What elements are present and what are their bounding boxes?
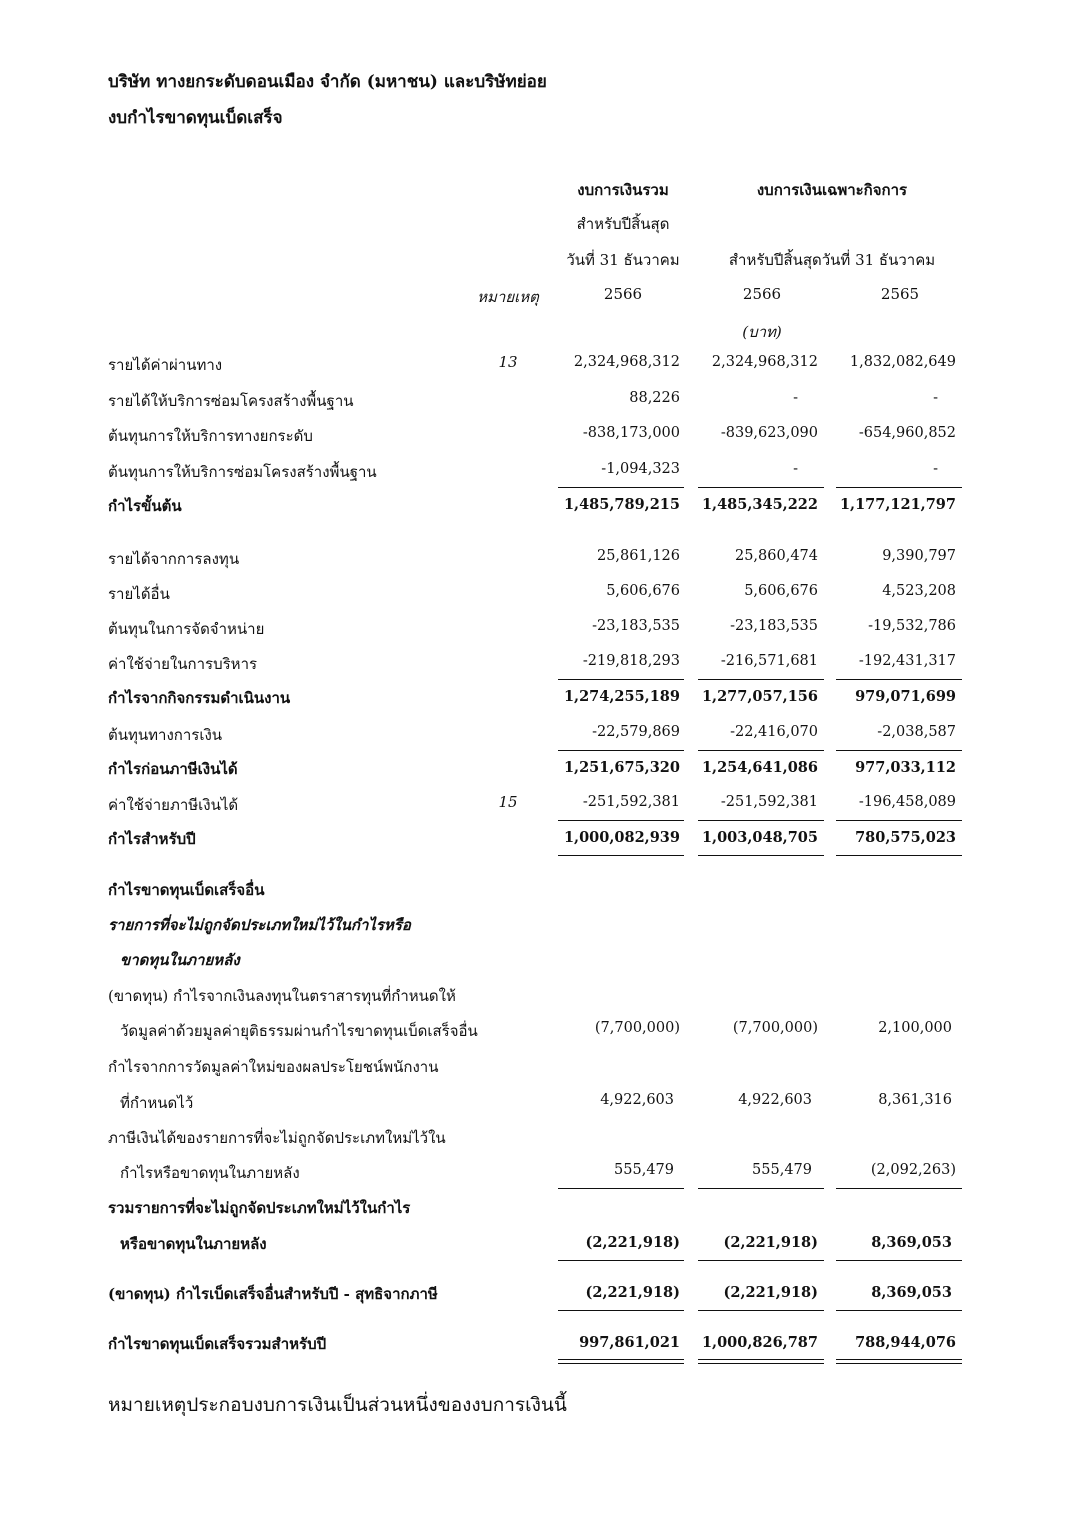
- note-ref: 15: [498, 793, 518, 811]
- value-consolidated: 1,274,255,189: [563, 688, 680, 705]
- value-consolidated: 88,226: [629, 390, 680, 406]
- value-separate-2566: -22,416,070: [730, 724, 818, 740]
- double-rule-top: [836, 1359, 962, 1360]
- double-rule-top: [698, 1359, 824, 1360]
- row-label: รายได้ให้บริการซ่อมโครงสร้างพื้นฐาน: [108, 392, 354, 410]
- value-separate-2566: -23,183,535: [730, 618, 818, 634]
- value-separate-2566: -: [793, 390, 798, 406]
- subtotal-rule: [558, 1310, 684, 1311]
- value-consolidated: 25,861,126: [596, 548, 680, 564]
- value-separate-2565: -: [933, 461, 938, 477]
- subtotal-rule: [558, 487, 684, 488]
- value-separate-2565: -: [933, 390, 938, 406]
- value-separate-2565: 788,944,076: [855, 1334, 956, 1351]
- row-label: รายได้ค่าผ่านทาง: [108, 356, 223, 374]
- value-consolidated: -22,579,869: [592, 724, 680, 740]
- subtotal-rule: [698, 1310, 824, 1311]
- value-separate-2565: -19,532,786: [868, 618, 956, 634]
- unit-label: (บาท): [742, 323, 782, 341]
- value-separate-2565: 977,033,112: [855, 759, 956, 776]
- value-separate-2565: 1,177,121,797: [839, 496, 956, 513]
- value-separate-2565: 8,361,316: [878, 1092, 952, 1108]
- separate-header: งบการเงินเฉพาะกิจการ: [756, 181, 908, 199]
- row-label: ต้นทุนการให้บริการทางยกระดับ: [108, 427, 313, 445]
- note-ref: 13: [498, 353, 518, 371]
- value-separate-2565: 8,369,053: [871, 1284, 952, 1301]
- value-consolidated: -838,173,000: [582, 425, 680, 441]
- subtotal-rule: [698, 820, 824, 821]
- value-separate-2566: (2,221,918): [723, 1284, 818, 1301]
- value-separate-2566: -: [793, 461, 798, 477]
- row-label: ค่าใช้จ่ายภาษีเงินได้: [108, 796, 239, 814]
- value-consolidated: 4,922,603: [600, 1092, 674, 1108]
- total-comprehensive-label: กำไรขาดทุนเบ็ดเสร็จรวมสำหรับปี: [108, 1335, 327, 1353]
- footer-note: หมายเหตุประกอบงบการเงินเป็นส่วนหนึ่งของงบการเงินนี้: [108, 1394, 567, 1416]
- subtotal-rule: [836, 750, 962, 751]
- row-label: รายได้อื่น: [108, 585, 170, 603]
- value-consolidated: 1,000,082,939: [563, 829, 680, 846]
- value-consolidated: -251,592,381: [582, 794, 680, 810]
- value-consolidated: 555,479: [614, 1162, 674, 1178]
- subtotal-rule: [836, 820, 962, 821]
- value-separate-2566: 5,606,676: [744, 583, 818, 599]
- value-separate-2566: 555,479: [752, 1162, 812, 1178]
- value-separate-2566: 1,485,345,222: [701, 496, 818, 513]
- subtotal-rule: [558, 750, 684, 751]
- note-column-header: หมายเหตุ: [477, 288, 539, 306]
- oci-total-label-cont: หรือขาดทุนในภายหลัง: [120, 1235, 267, 1253]
- consolidated-header: งบการเงินรวม: [577, 181, 669, 199]
- value-separate-2566: -216,571,681: [720, 653, 818, 669]
- value-separate-2565: 9,390,797: [882, 548, 956, 564]
- value-consolidated: 1,251,675,320: [563, 759, 680, 776]
- value-separate-2566: (2,221,918): [723, 1234, 818, 1251]
- company-name: บริษัท ทางยกระดับดอนเมือง จำกัด (มหาชน) และบริษัทย่อย: [108, 72, 547, 92]
- value-separate-2565: 8,369,053: [871, 1234, 952, 1251]
- value-separate-2566: 4,922,603: [738, 1092, 812, 1108]
- consolidated-period-2: วันที่ 31 ธันวาคม: [566, 251, 680, 269]
- value-separate-2565: 2,100,000: [878, 1020, 952, 1036]
- profit-for-year-label: กำไรสำหรับปี: [108, 830, 196, 848]
- gross-profit-label: กำไรขั้นต้น: [108, 497, 182, 515]
- subtotal-rule: [698, 1188, 824, 1189]
- value-separate-2566: (7,700,000): [732, 1020, 818, 1036]
- value-separate-2566: -251,592,381: [720, 794, 818, 810]
- profit-before-tax-label: กำไรก่อนภาษีเงินได้: [108, 760, 238, 778]
- subtotal-rule: [558, 1260, 684, 1261]
- row-label: รายได้จากการลงทุน: [108, 550, 240, 568]
- value-separate-2565: (2,092,263): [870, 1162, 956, 1178]
- subtotal-rule: [698, 750, 824, 751]
- row-label: (ขาดทุน) กำไรจากเงินลงทุนในตราสารทุนที่กำหนดให้: [108, 987, 456, 1005]
- subtotal-rule: [698, 1260, 824, 1261]
- value-consolidated: (2,221,918): [585, 1284, 680, 1301]
- value-separate-2565: -196,458,089: [858, 794, 956, 810]
- row-label: กำไรหรือขาดทุนในภายหลัง: [120, 1164, 300, 1182]
- total-rule: [558, 855, 684, 856]
- oci-section-heading: กำไรขาดทุนเบ็ดเสร็จอื่น: [108, 881, 265, 899]
- value-separate-2565: 4,523,208: [882, 583, 956, 599]
- subtotal-rule: [836, 487, 962, 488]
- value-separate-2565: -654,960,852: [858, 425, 956, 441]
- value-separate-2565: -2,038,587: [877, 724, 956, 740]
- year-separate-current: 2566: [742, 285, 782, 303]
- subtotal-rule: [698, 487, 824, 488]
- value-separate-2566: 1,000,826,787: [701, 1334, 818, 1351]
- value-separate-2566: 1,277,057,156: [701, 688, 818, 705]
- subtotal-rule: [836, 679, 962, 680]
- statement-title: งบกำไรขาดทุนเบ็ดเสร็จ: [108, 108, 283, 128]
- value-separate-2566: 1,254,641,086: [701, 759, 818, 776]
- value-consolidated: (2,221,918): [585, 1234, 680, 1251]
- double-rule-bottom: [698, 1363, 824, 1364]
- consolidated-period-1: สำหรับปีสิ้นสุด: [576, 215, 670, 233]
- subtotal-rule: [558, 820, 684, 821]
- value-separate-2565: 1,832,082,649: [849, 354, 956, 370]
- separate-period: สำหรับปีสิ้นสุดวันที่ 31 ธันวาคม: [728, 251, 936, 269]
- year-consolidated: 2566: [603, 285, 643, 303]
- row-label: ค่าใช้จ่ายในการบริหาร: [108, 655, 258, 673]
- row-label: ที่กำหนดไว้: [120, 1094, 194, 1112]
- year-separate-prior: 2565: [880, 285, 920, 303]
- value-consolidated: 5,606,676: [606, 583, 680, 599]
- row-label: ต้นทุนการให้บริการซ่อมโครงสร้างพื้นฐาน: [108, 463, 377, 481]
- value-consolidated: -1,094,323: [601, 461, 680, 477]
- subtotal-rule: [836, 1260, 962, 1261]
- value-consolidated: (7,700,000): [594, 1020, 680, 1036]
- double-rule-bottom: [558, 1363, 684, 1364]
- oci-subheading-cont: ขาดทุนในภายหลัง: [120, 951, 240, 969]
- double-rule-bottom: [836, 1363, 962, 1364]
- row-label: ภาษีเงินได้ของรายการที่จะไม่ถูกจัดประเภทใหม่ไว้ใน: [108, 1129, 446, 1147]
- value-separate-2566: 25,860,474: [734, 548, 818, 564]
- value-separate-2565: -192,431,317: [858, 653, 956, 669]
- value-separate-2565: 780,575,023: [855, 829, 956, 846]
- row-label: กำไรจากการวัดมูลค่าใหม่ของผลประโยชน์พนักงาน: [108, 1058, 439, 1076]
- value-separate-2566: -839,623,090: [720, 425, 818, 441]
- value-consolidated: 997,861,021: [579, 1334, 680, 1351]
- double-rule-top: [558, 1359, 684, 1360]
- oci-net-label: (ขาดทุน) กำไรเบ็ดเสร็จอื่นสำหรับปี - สุทธิจากภาษี: [108, 1285, 438, 1303]
- total-rule: [698, 855, 824, 856]
- oci-subheading: รายการที่จะไม่ถูกจัดประเภทใหม่ไว้ในกำไรหรือ: [108, 916, 411, 934]
- total-rule: [836, 855, 962, 856]
- row-label: ต้นทุนในการจัดจำหน่าย: [108, 620, 265, 638]
- value-consolidated: -23,183,535: [592, 618, 680, 634]
- row-label: วัดมูลค่าด้วยมูลค่ายุติธรรมผ่านกำไรขาดทุนเบ็ดเสร็จอื่น: [120, 1022, 478, 1040]
- value-consolidated: 1,485,789,215: [563, 496, 680, 513]
- subtotal-rule: [558, 679, 684, 680]
- oci-total-label: รวมรายการที่จะไม่ถูกจัดประเภทใหม่ไว้ในกำไร: [108, 1199, 411, 1217]
- operating-profit-label: กำไรจากกิจกรรมดำเนินงาน: [108, 689, 291, 707]
- value-separate-2565: 979,071,699: [855, 688, 956, 705]
- row-label: ต้นทุนทางการเงิน: [108, 726, 223, 744]
- subtotal-rule: [836, 1188, 962, 1189]
- subtotal-rule: [698, 679, 824, 680]
- subtotal-rule: [836, 1310, 962, 1311]
- value-separate-2566: 1,003,048,705: [701, 829, 818, 846]
- value-consolidated: 2,324,968,312: [573, 354, 680, 370]
- subtotal-rule: [558, 1188, 684, 1189]
- value-separate-2566: 2,324,968,312: [711, 354, 818, 370]
- value-consolidated: -219,818,293: [582, 653, 680, 669]
